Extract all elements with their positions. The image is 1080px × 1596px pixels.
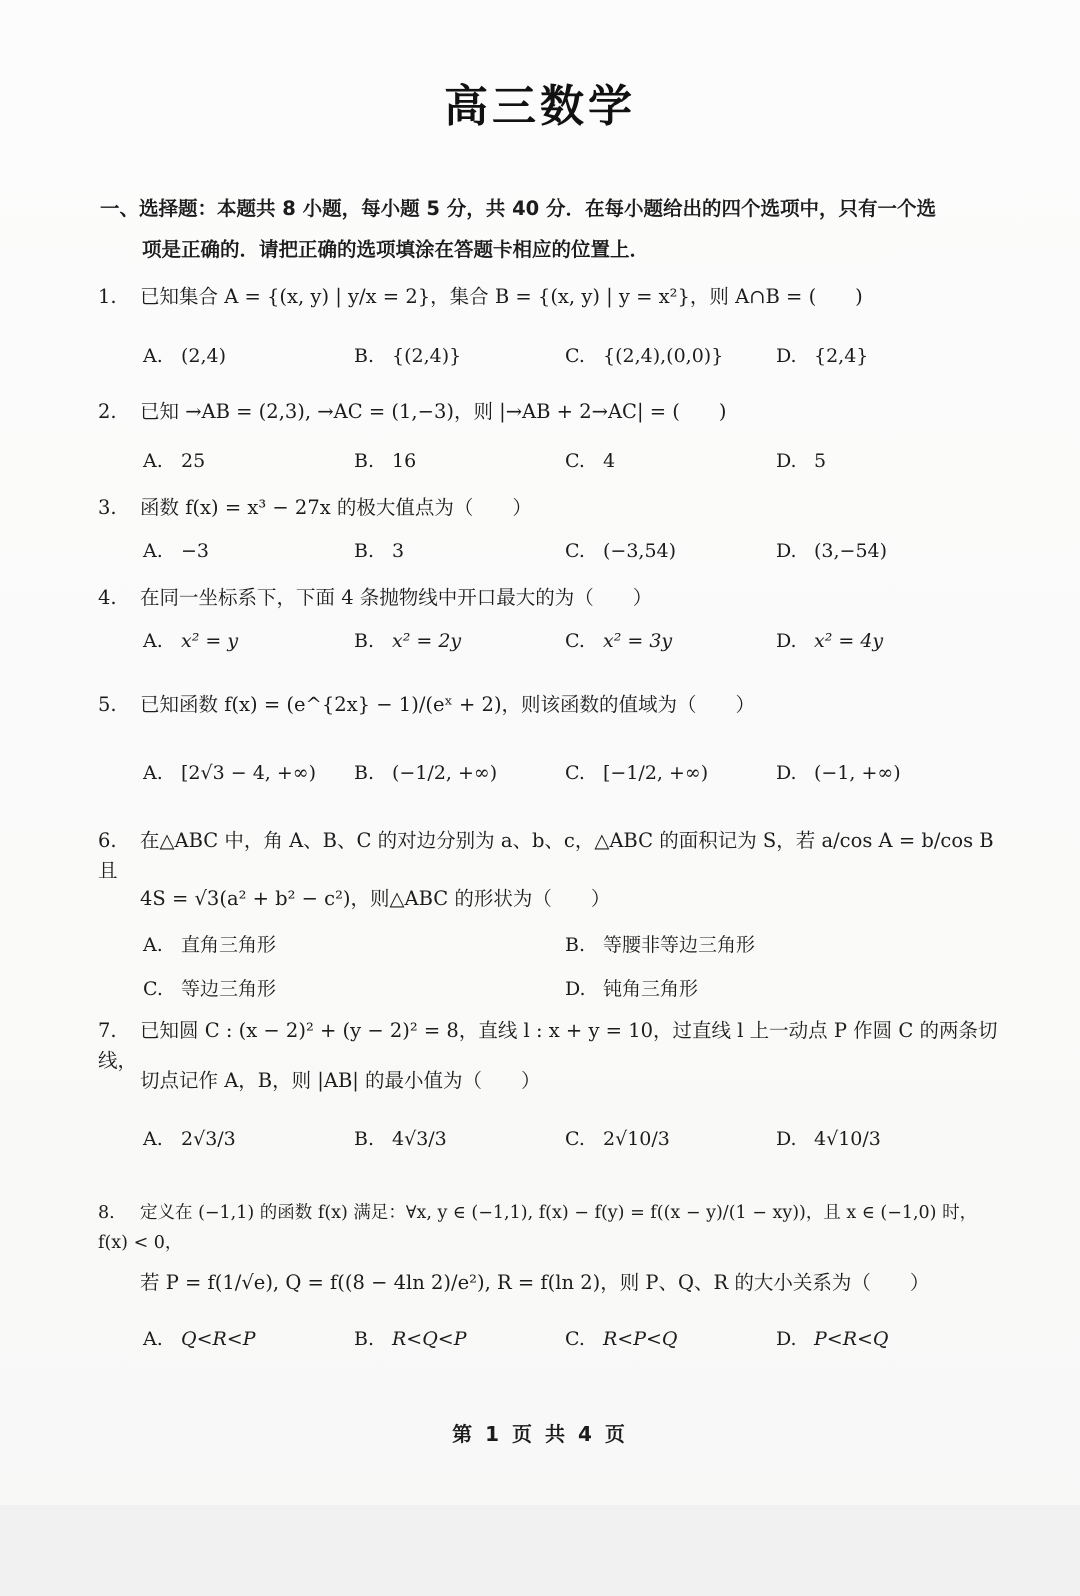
option-label: C.	[565, 1328, 585, 1350]
option-c	[143, 974, 276, 1001]
option-b	[354, 762, 497, 784]
option-b	[565, 930, 755, 957]
option-label: D.	[565, 978, 586, 1000]
question-5	[98, 690, 998, 720]
option-c	[565, 1328, 678, 1350]
option-label: B.	[354, 1128, 375, 1150]
option-label: D.	[776, 630, 797, 652]
question-stem: 在△ABC 中，角 A、B、C 的对边分别为 a、b、c，△ABC 的面积记为 S，若 a/cos A = b/cos B 且	[98, 829, 994, 882]
question-number: 4.	[98, 586, 117, 609]
option-label: D.	[776, 1128, 797, 1150]
option-text: 5	[814, 450, 827, 472]
option-d	[776, 450, 826, 472]
option-label: C.	[565, 345, 585, 367]
option-text: 4√3/3	[392, 1128, 447, 1150]
option-b	[354, 1128, 447, 1150]
option-a	[143, 450, 205, 472]
option-text: 直角三角形	[181, 934, 277, 956]
option-label: B.	[354, 540, 375, 562]
question-number: 2.	[98, 400, 117, 423]
option-a	[143, 1128, 236, 1150]
section-header-line2: 项是正确的．请把正确的选项填涂在答题卡相应的位置上．	[142, 238, 650, 261]
question-number: 7.	[98, 1019, 117, 1042]
option-text: (−1/2, +∞)	[392, 762, 498, 784]
option-label: B.	[354, 450, 375, 472]
option-text: x² = y	[181, 630, 239, 652]
option-label: C.	[143, 978, 163, 1000]
option-label: C.	[565, 762, 585, 784]
question-stem: 已知集合 A = {(x, y) | y/x = 2}，集合 B = {(x, y) | y = x²}，则 A∩B = ( )	[140, 285, 863, 308]
question-number: 8.	[98, 1203, 115, 1223]
question-8-line2: 若 P = f(1/√e), Q = f((8 − 4ln 2)/e²), R = f(ln 2)，则 P、Q、R 的大小关系为（ ）	[140, 1271, 930, 1294]
option-text: (−1, +∞)	[814, 762, 901, 784]
question-number: 3.	[98, 496, 117, 519]
option-text: [2√3 − 4, +∞)	[181, 762, 317, 784]
option-text: [−1/2, +∞)	[603, 762, 709, 784]
question-stem: 已知函数 f(x) = (e^{2x} − 1)/(eˣ + 2)，则该函数的值域为（ ）	[140, 693, 756, 716]
option-label: C.	[565, 630, 585, 652]
option-label: A.	[143, 762, 163, 784]
question-8-options	[143, 1328, 1003, 1360]
option-label: D.	[776, 1328, 797, 1350]
option-d	[776, 1128, 881, 1150]
option-label: D.	[776, 762, 797, 784]
bottom-margin	[0, 1505, 1080, 1596]
option-label: D.	[776, 345, 797, 367]
option-d	[776, 345, 868, 367]
option-d	[776, 540, 887, 562]
option-text: Q<R<P	[181, 1328, 256, 1350]
option-d	[565, 974, 698, 1001]
page-footer: 第 1 页 共 4 页	[452, 1422, 628, 1446]
option-label: B.	[565, 934, 586, 956]
option-a	[143, 345, 226, 367]
option-c	[565, 540, 676, 562]
option-label: B.	[354, 630, 375, 652]
option-label: B.	[354, 762, 375, 784]
question-5-options	[143, 762, 1003, 794]
option-label: A.	[143, 630, 163, 652]
question-2	[98, 397, 998, 427]
option-d	[776, 630, 883, 652]
option-text: x² = 3y	[603, 630, 673, 652]
option-c	[565, 345, 723, 367]
option-text: 16	[392, 450, 417, 472]
option-a	[143, 1328, 256, 1350]
option-text: 钝角三角形	[603, 978, 699, 1000]
option-text: 3	[392, 540, 405, 562]
question-4-options	[143, 630, 1003, 662]
option-text: 等边三角形	[181, 978, 277, 1000]
question-number: 5.	[98, 693, 117, 716]
option-a	[143, 930, 276, 957]
option-text: (3,−54)	[814, 540, 888, 562]
option-label: A.	[143, 1128, 163, 1150]
option-label: C.	[565, 450, 585, 472]
option-label: D.	[776, 540, 797, 562]
question-3	[98, 493, 998, 523]
question-stem: 函数 f(x) = x³ − 27x 的极大值点为（ ）	[140, 496, 532, 519]
option-b	[354, 540, 404, 562]
option-b	[354, 1328, 467, 1350]
question-6	[98, 826, 998, 886]
option-c	[565, 762, 708, 784]
option-b	[354, 345, 461, 367]
option-label: A.	[143, 345, 163, 367]
option-label: A.	[143, 934, 163, 956]
option-label: D.	[776, 450, 797, 472]
option-text: (−3,54)	[603, 540, 677, 562]
option-text: R<Q<P	[392, 1328, 467, 1350]
option-c	[565, 1128, 670, 1150]
question-1-options	[143, 345, 1003, 377]
option-a	[143, 762, 316, 784]
question-6-line2: 4S = √3(a² + b² − c²)，则△ABC 的形状为（ ）	[140, 887, 611, 910]
option-c	[565, 450, 615, 472]
option-text: −3	[181, 540, 210, 562]
question-stem: 定义在 (−1,1) 的函数 f(x) 满足：∀x, y ∈ (−1,1), f(x) − f(y) = f((x − y)/(1 − xy))，且 x ∈ (−1,0) 时，f(x) < 0，	[98, 1203, 978, 1253]
option-text: P<R<Q	[814, 1328, 889, 1350]
question-number: 1.	[98, 285, 117, 308]
option-text: 等腰非等边三角形	[603, 934, 756, 956]
option-text: x² = 4y	[814, 630, 884, 652]
option-label: C.	[565, 540, 585, 562]
option-label: A.	[143, 1328, 163, 1350]
question-stem: 已知 →AB = (2,3), →AC = (1,−3)，则 |→AB + 2→AC| = ( )	[140, 400, 727, 423]
question-number: 6.	[98, 829, 117, 852]
option-d	[776, 1328, 889, 1350]
question-3-options	[143, 540, 1003, 572]
option-text: 4√10/3	[814, 1128, 881, 1150]
option-text: R<P<Q	[603, 1328, 678, 1350]
option-label: C.	[565, 1128, 585, 1150]
option-label: A.	[143, 540, 163, 562]
option-text: x² = 2y	[392, 630, 462, 652]
option-text: 25	[181, 450, 206, 472]
question-4	[98, 583, 998, 613]
option-b	[354, 630, 461, 652]
option-label: B.	[354, 1328, 375, 1350]
option-a	[143, 540, 209, 562]
question-2-options	[143, 450, 1003, 482]
option-text: {(2,4),(0,0)}	[603, 345, 724, 367]
section-header	[100, 188, 1000, 270]
question-6-options-row2	[143, 974, 1003, 1006]
option-text: 4	[603, 450, 616, 472]
question-7-options	[143, 1128, 1003, 1160]
question-8	[98, 1198, 998, 1258]
page-title: 高三数学	[444, 81, 636, 132]
option-text: {(2,4)}	[392, 345, 462, 367]
question-1	[98, 282, 998, 312]
option-text: 2√3/3	[181, 1128, 236, 1150]
option-a	[143, 630, 238, 652]
option-text: 2√10/3	[603, 1128, 670, 1150]
option-text: (2,4)	[181, 345, 227, 367]
question-stem: 在同一坐标系下，下面 4 条抛物线中开口最大的为（ ）	[140, 586, 653, 609]
question-7-line2: 切点记作 A，B，则 |AB| 的最小值为（ ）	[140, 1069, 541, 1092]
option-label: B.	[354, 345, 375, 367]
option-label: A.	[143, 450, 163, 472]
option-b	[354, 450, 416, 472]
section-header-line1: 一、选择题：本题共 8 小题，每小题 5 分，共 40 分．在每小题给出的四个选项中，只有一个选	[100, 197, 937, 220]
question-stem: 已知圆 C : (x − 2)² + (y − 2)² = 8，直线 l : x + y = 10，过直线 l 上一动点 P 作圆 C 的两条切线，	[98, 1019, 998, 1072]
option-c	[565, 630, 672, 652]
option-text: {2,4}	[814, 345, 869, 367]
option-d	[776, 762, 901, 784]
question-6-options-row1	[143, 930, 1003, 962]
